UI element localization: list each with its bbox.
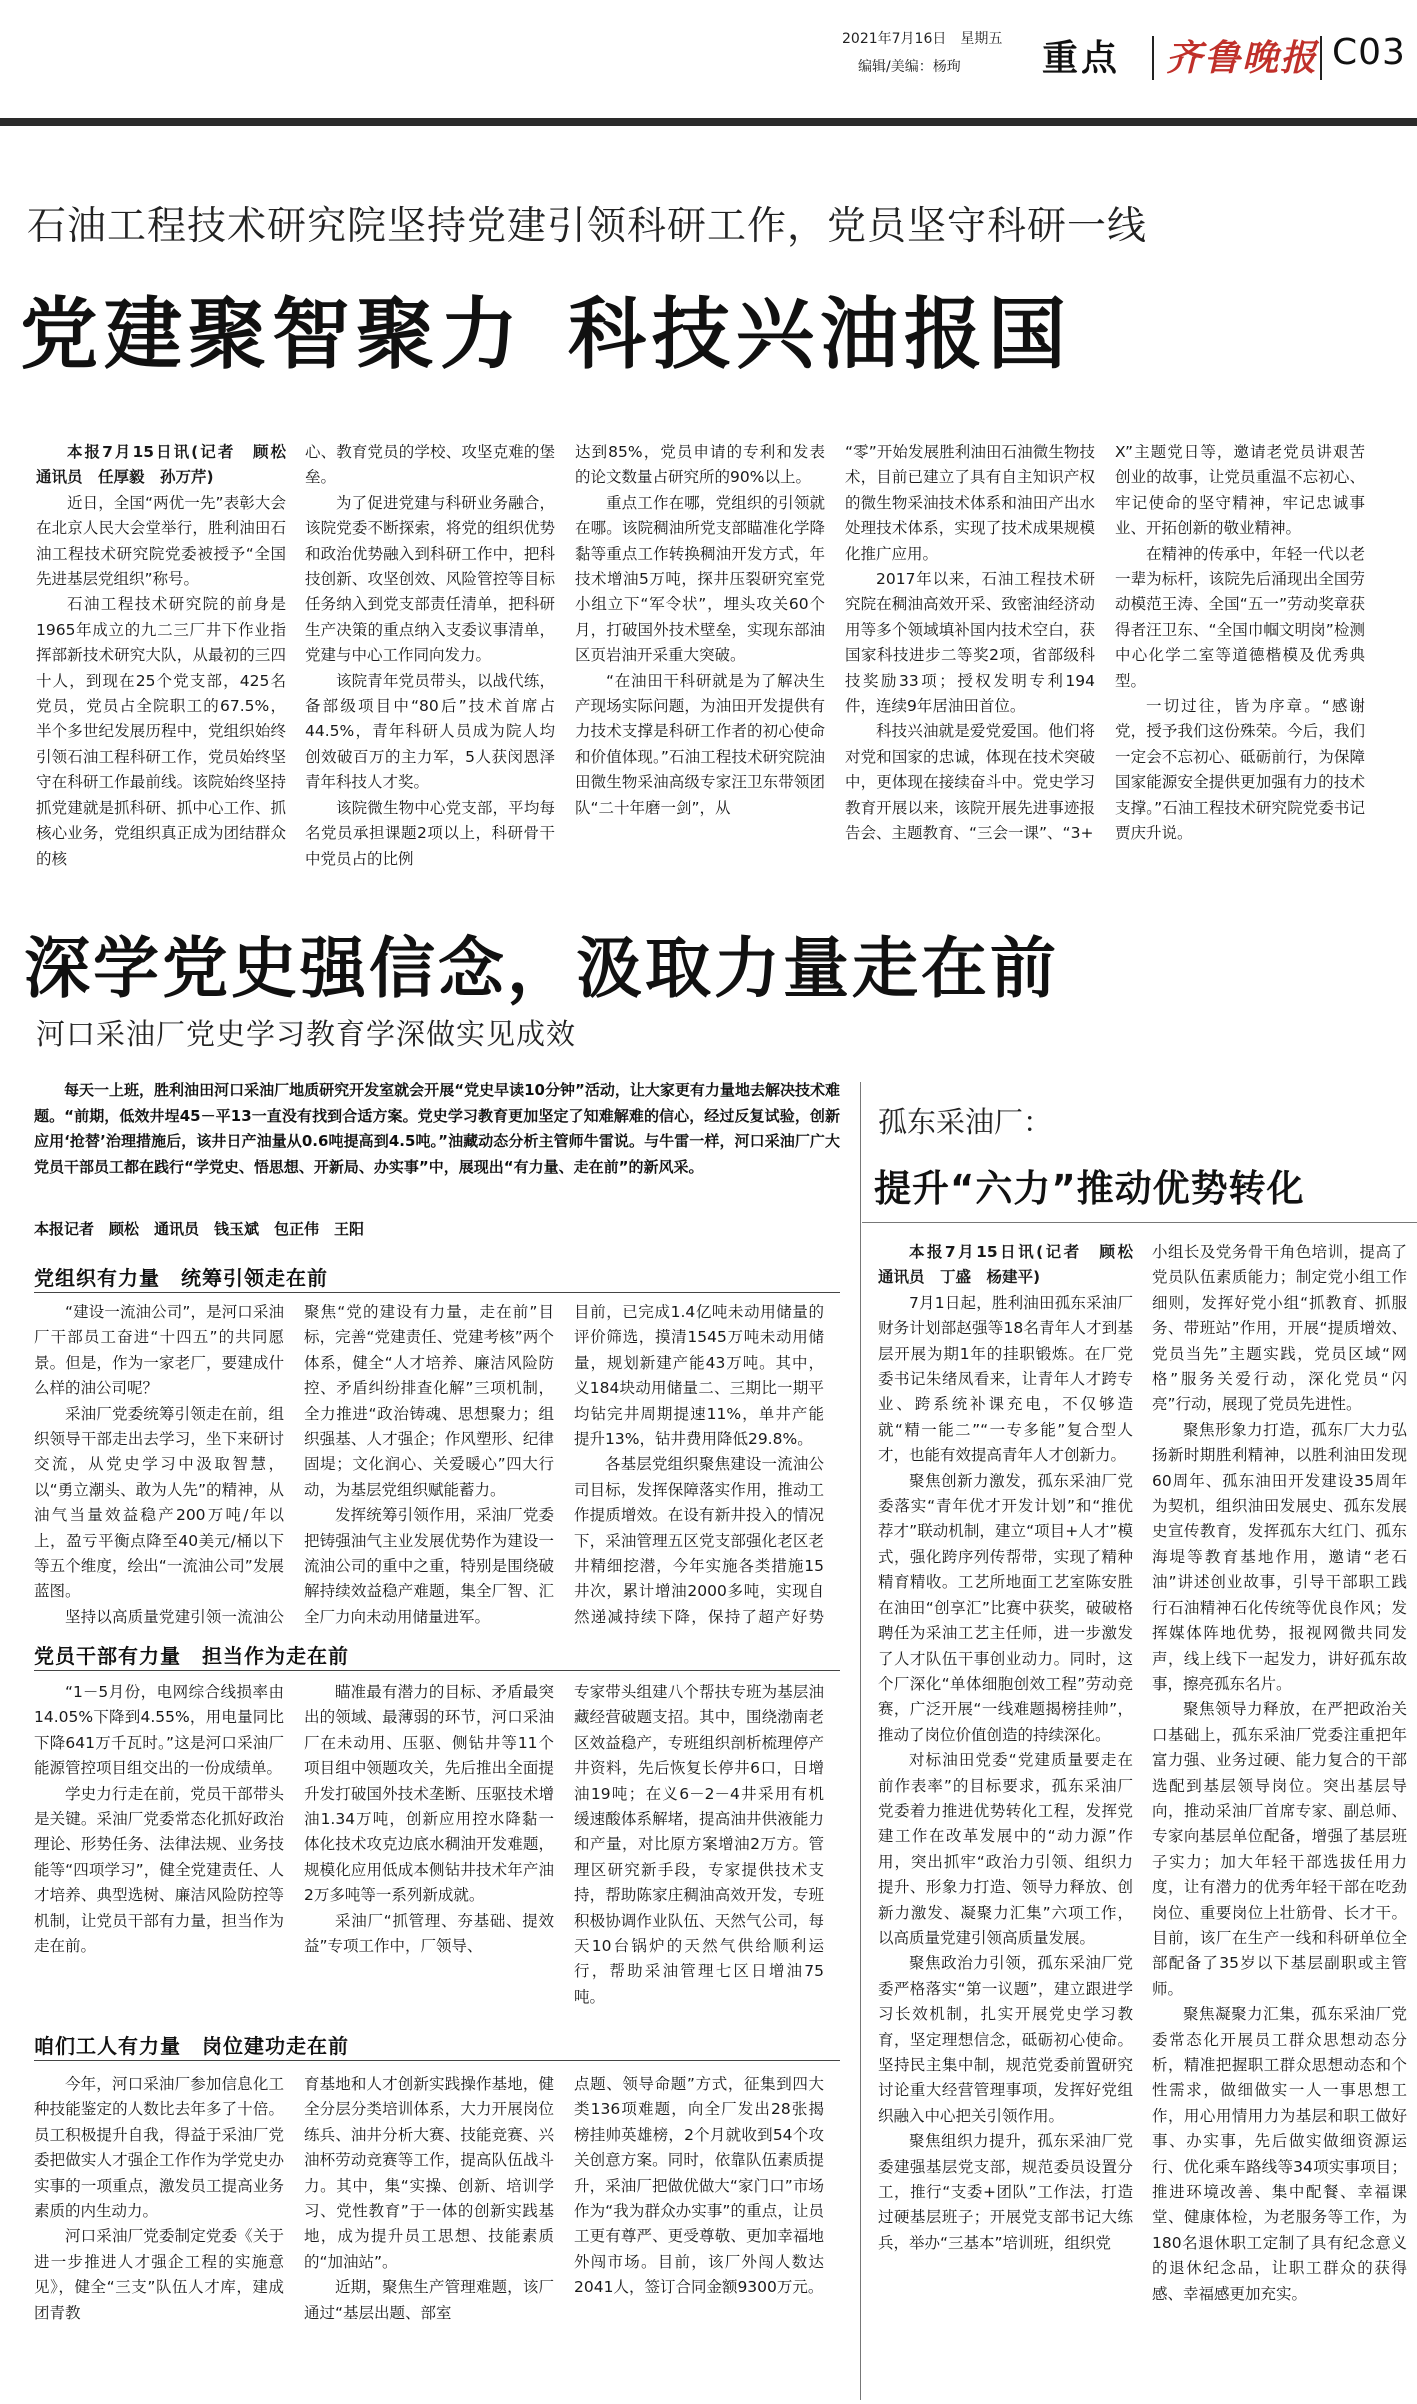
page-number: C03 bbox=[1332, 32, 1406, 73]
paragraph: 目前，已完成1.4亿吨未动用储量的评价筛选，摸清1545万吨未动用储量，规划新建产能43万吨。其中，义184块动用储量二、三期比一期平均钻完井周期提速11%，单井产能提升13%，钻井费用降低29.8%。 bbox=[574, 1303, 824, 1449]
text-column bbox=[34, 2072, 284, 2402]
paragraph: 聚焦政治力引领，孤东采油厂党委严格落实“第一议题”，建立跟进学习长效机制，扎实开展党史学习教育，坚定理想信念，砥砺初心使命。坚持民主集中制，规范党委前置研究讨论重大经营管理事项，发挥好党组织融入中心把关引领作用。 bbox=[878, 1954, 1133, 2125]
article1-subtitle: 石油工程技术研究院坚持党建引领科研工作，党员坚守科研一线 bbox=[27, 204, 1148, 249]
paragraph: 近期，聚焦生产管理难题，该厂通过“基层出题、部室 bbox=[304, 2278, 554, 2322]
article3-title: 提升“六力”推动优势转化 bbox=[874, 1167, 1305, 1210]
paragraph: 发挥统筹引领作用，采油厂党委把铸强油气主业发展优势作为建设一流油公司的重中之重，特别是围绕破解持续效益稳产难题，集全厂智、汇全厂力向未动用储量进军。 bbox=[304, 1506, 554, 1626]
paragraph: 该院微生物中心党支部，平均每名党员承担课题2项以上，科研骨干中党员占的比例 bbox=[305, 798, 555, 868]
paragraph: “零”开始发展胜利油田石油微生物技术，目前已建立了具有自主知识产权的微生物采油技术体系和油田产出水处理技术体系，实现了技术成果规模化推广应用。 bbox=[845, 443, 1095, 563]
text-column bbox=[34, 1680, 284, 2015]
text-column bbox=[34, 1300, 284, 1630]
article1-title bbox=[20, 272, 1072, 384]
text-column bbox=[574, 1680, 824, 2015]
article2-lead-text: 每天一上班，胜利油田河口采油厂地质研究开发室就会开展“党史早读10分钟”活动，让大家更有力量地去解决技术难题。“前期，低效井埕45－平13一直没有找到合适方案。党史学习教育更加坚定了知难解难的信心，经过反复试验，创新应用‘抢替’治理措施后，该井日产油量从0.6吨提高到4.5吨。”油藏动态分析主管师牛雷说。与牛雷一样，河口采油厂广大党员干部员工都在践行“学党史、悟思想、开新局、办实事”中，展现出“有力量、走在前”的新风采。 bbox=[34, 1081, 840, 1176]
paragraph: 各基层党组织聚焦建设一流油公司目标，发挥保障落实作用，推动工作提质增效。在设有新井投入的情况下，采油管理五区党支部强化老区老井精细挖潜，今年实施各类措施15井次，累计增油2000多吨，实现自然递减持续下降，保持了超产好势 bbox=[574, 1455, 824, 1626]
paragraph: 心、教育党员的学校、攻坚克难的堡垒。 bbox=[305, 443, 555, 487]
section-heading: 党员干部有力量 担当作为走在前 bbox=[34, 1644, 349, 1668]
section-rule bbox=[34, 2060, 840, 2061]
paragraph: 该院青年党员带头，以战代练，备部级项目中“80后”技术首席占44.5%，青年科研人员成为院人均创效破百万的主力军，5人获闵恩泽青年科技人才奖。 bbox=[305, 671, 555, 792]
paragraph: 石油工程技术研究院的前身是1965年成立的九二三厂井下作业指挥部新技术研究大队，从最初的三四十人，到现在25个党支部，425名党员，党员占全院职工的67.5%，半个多世纪发展历程中，党组织始终引领石油工程科研工作，党员始终坚守在科研工作最前线。该院始终坚持抓党建就是抓科研、抓中心工作、抓核心业务，党组织真正成为团结群众的核 bbox=[36, 595, 286, 868]
article2-title: 深学党史强信念，汲取力量走在前 bbox=[24, 930, 1059, 1007]
text-column bbox=[305, 440, 555, 872]
paragraph: X”主题党日等，邀请老党员讲艰苦创业的故事，让党员重温不忘初心、牢记使命的坚守精神，牢记忠诚事业、开拓创新的敬业精神。 bbox=[1115, 443, 1365, 538]
section-name: 重点 bbox=[1042, 38, 1121, 79]
paragraph: 小组长及党务骨干角色培训，提高了党员队伍素质能力；制定党小组工作细则，发挥好党小组“抓教育、抓服务、带班站”作用，开展“提质增效、党员当先”主题实践，党员区域“网格”服务关爱行动，深化党员“闪亮”行动，展现了党员先进性。 bbox=[1152, 1243, 1407, 1414]
text-column bbox=[1152, 1240, 1407, 2400]
text-column bbox=[304, 1680, 554, 2015]
newspaper-logo: 齐鲁晚报 bbox=[1166, 37, 1319, 79]
section-heading: 党组织有力量 统筹引领走在前 bbox=[34, 1266, 328, 1290]
paragraph: 近日，全国“两优一先”表彰大会在北京人民大会堂举行，胜利油田石油工程技术研究院党委被授予“全国先进基层党组织”称号。 bbox=[36, 493, 286, 589]
paragraph: “在油田干科研就是为了解决生产现场实际问题，为油田开发提供有力技术支撑是科研工作者的初心使命和价值体现。”石油工程技术研究院油田微生物采油高级专家汪卫东带领团队“二十年磨一剑”，从 bbox=[575, 671, 825, 817]
paragraph: 坚持以高质量党建引领一流油公 bbox=[65, 1607, 284, 1626]
article1-title-part1: 党建聚智聚力 bbox=[20, 290, 525, 380]
paragraph: 采油厂党委统筹引领走在前，组织领导干部走出去学习，坐下来研讨交流，从党史学习中汲取智慧，以“勇立潮头、敢为人先”的精神，从油气当量效益稳产200万吨/年以上，盈亏平衡点降至40美元/桶以下等五个维度，绘出“一流油公司”发展蓝图。 bbox=[34, 1404, 284, 1601]
paragraph: 聚焦创新力激发，孤东采油厂党委落实“青年优才开发计划”和“推优荐才”联动机制，建立“项目+人才”模式，强化跨序列传帮带，实现了精种精育精收。工艺所地面工艺室陈安胜在油田“创享汇”比赛中获奖，破破格聘任为采油工艺主任师，进一步激发了人才队伍干事创业动力。同时，这个厂深化“单体细胞创效工程”劳动竞赛，广泛开展“一线难题揭榜挂帅”，推动了岗位价值创造的持续深化。 bbox=[878, 1471, 1133, 1744]
paragraph: 一切过往，皆为序章。“感谢党，授予我们这份殊荣。今后，我们一定会不忘初心、砥砺前行，为保障国家能源安全提供更加强有力的技术支撑。”石油工程技术研究院党委书记贾庆升说。 bbox=[1115, 697, 1365, 843]
paragraph: 河口采油厂党委制定党委《关于进一步推进人才强企工程的实施意见》，健全“三支”队伍人才库，建成团青教 bbox=[34, 2227, 284, 2322]
text-column bbox=[304, 2072, 554, 2402]
paragraph: “1－5月份，电网综合线损率由14.05%下降到4.55%，用电量同比下降641万千瓦时。”这是河口采油厂能源管控项目组交出的一份成绩单。 bbox=[34, 1683, 284, 1778]
paragraph: 育基地和人才创新实践操作基地，健全分层分类培训体系，大力开展岗位练兵、油井分析大赛、技能竞赛、兴油杯劳动竞赛等工作，提高队伍战斗力。其中，集“实操、创新、培训学习、党性教育”于一体的创新实践基地，成为提升员工思想、技能素质的“加油站”。 bbox=[304, 2075, 554, 2271]
editor-credit: 编辑/美编：杨珣 bbox=[858, 59, 961, 75]
paragraph: 聚焦领导力释放，在严把政治关口基础上，孤东采油厂党委注重把年富力强、业务过硬、能力复合的干部选配到基层领导岗位。突出基层导向，推动采油厂首席专家、副总师、专家向基层单位配备，增强了基层班子实力；加大年轻干部选拔任用力度，让有潜力的优秀年轻干部在吃劲岗位、重要岗位上壮筋骨、长才干。目前，该厂在生产一线和科研单位全部配备了35岁以下基层副职或主管师。 bbox=[1152, 1700, 1407, 1998]
dateline: 本报7月15日讯(记者 顾松 通讯员 丁盛 杨建平) bbox=[878, 1243, 1133, 1287]
paragraph: 在精神的传承中，年轻一代以老一辈为标杆，该院先后涌现出全国劳动模范王涛、全国“五一”劳动奖章获得者汪卫东、“全国巾帼文明岗”检测中心化学二室等道德楷模及优秀典型。 bbox=[1115, 544, 1365, 690]
paragraph: 学史力行走在前，党员干部带头是关键。采油厂党委常态化抓好政治理论、形势任务、法律法规、业务技能等“四项学习”，健全党建责任、人才培养、典型选树、廉洁风险防控等机制，让党员干部有力量，担当作为走在前。 bbox=[34, 1784, 284, 1956]
paragraph: 2017年以来，石油工程技术研究院在稠油高效开采、致密油经济动用等多个领域填补国内技术空白，获国家科技进步二等奖2项，省部级科技奖励33项；授权发明专利194件，连续9年居油田首位。 bbox=[845, 570, 1095, 716]
paragraph: “建设一流油公司”，是河口采油厂干部员工奋进“十四五”的共同愿景。但是，作为一家老厂，要建成什么样的油公司呢？ bbox=[34, 1303, 284, 1398]
paragraph: 专家带头组建八个帮扶专班为基层油藏经营破题支招。其中，围绕渤南老区效益稳产，专班组织剖析梳理停产井资料，先后恢复长停井6口，日增油19吨；在义6－2－4井采用有机缓速酸体系解堵，提高油井供液能力和产量，对比原方案增油2万方。管理区研究新手段，专家提供技术支持，帮助陈家庄稠油高效开发，专班积极协调作业队伍、天然气公司，每天10台锅炉的天然气供给顺利运行，帮助采油管理七区日增油75吨。 bbox=[574, 1683, 824, 2006]
article3-kicker: 孤东采油厂： bbox=[878, 1105, 1053, 1139]
header-divider bbox=[1152, 36, 1154, 80]
text-column bbox=[574, 2072, 824, 2402]
text-column bbox=[1115, 440, 1365, 872]
paragraph: 对标油田党委“党建质量要走在前作表率”的目标要求，孤东采油厂党委着力推进优势转化工程，发挥党建工作在改革发展中的“动力源”作用，突出抓牢“政治力引领、组织力提升、形象力打造、领导力释放、创新力激发、凝聚力汇集”六项工作，以高质量党建引领高质量发展。 bbox=[878, 1751, 1133, 1947]
section-heading: 咱们工人有力量 岗位建功走在前 bbox=[34, 2034, 349, 2058]
issue-date: 2021年7月16日 星期五 bbox=[842, 31, 1003, 47]
paragraph: 聚焦“党的建设有力量，走在前”目标，完善“党建责任、党建考核”两个体系，健全“人才培养、廉洁风险防控、矛盾纠纷排查化解”三项机制，全力推进“政治铸魂、思想聚力；组织强基、人才强企；作风塑形、纪律固堤；文化润心、关爱暖心”四大行动，为基层党组织赋能蓄力。 bbox=[304, 1303, 554, 1499]
paragraph: 聚焦凝聚力汇集，孤东采油厂党委常态化开展员工群众思想动态分析，精准把握职工群众思想动态和个性需求，做细做实一人一事思想工作，用心用情用力为基层和职工做好事、办实事，先后做实做细资源运行、优化乘车路线等34项实事项目；推进环境改善、集中配餐、幸福课堂、健康体检，为老服务等工作，为180名退休职工定制了具有纪念意义的退休纪念品，让职工群众的获得感、幸福感更加充实。 bbox=[1152, 2005, 1407, 2303]
text-column bbox=[574, 1300, 824, 1630]
text-column bbox=[575, 440, 825, 872]
paragraph: 7月1日起，胜利油田孤东采油厂财务计划部赵强等18名青年人才到基层开展为期1年的挂职锻炼。在厂党委书记朱绪凤看来，让青年人才跨专业、跨系统补课充电，不仅够造就“精一能二”“一专多能”复合型人才，也能有效提高青年人才创新力。 bbox=[878, 1293, 1133, 1465]
section-rule bbox=[34, 1292, 840, 1293]
paragraph: 为了促进党建与科研业务融合，该院党委不断探索，将党的组织优势和政治优势融入到科研工作中，把科技创新、攻坚创效、风险管控等目标任务纳入到党支部责任清单，把科研生产决策的重点纳入支委议事清单，党建与中心工作同向发力。 bbox=[305, 493, 555, 665]
header-divider bbox=[1320, 36, 1322, 80]
section-rule bbox=[34, 1670, 840, 1671]
paragraph: 聚焦组织力提升，孤东采油厂党委建强基层党支部，规范委员设置分工，推行“支委+团队”工作法，打造过硬基层班子；开展党支部书记大练兵，举办“三基本”培训班，组织党 bbox=[878, 2132, 1133, 2252]
paragraph: 今年，河口采油厂参加信息化工种技能鉴定的人数比去年多了十倍。员工积极提升自我，得益于采油厂党委把做实人才强企工作作为学党史办实事的一项重点，激发员工提高业务素质的内生动力。 bbox=[34, 2075, 284, 2221]
article2-subtitle: 河口采油厂党史学习教育学深做实见成效 bbox=[36, 1017, 577, 1051]
text-column bbox=[845, 440, 1095, 872]
paragraph: 采油厂“抓管理、夯基础、提效益”专项工作中，厂领导、 bbox=[304, 1911, 554, 1956]
paragraph: 达到85%，党员申请的专利和发表的论文数量占研究所的90%以上。 bbox=[575, 443, 825, 487]
article2-lead bbox=[34, 1078, 840, 1180]
column-divider bbox=[860, 1082, 861, 2400]
article1-title-part2: 科技兴油报国 bbox=[568, 290, 1073, 380]
article2-byline: 本报记者 顾松 通讯员 钱玉斌 包正伟 王阳 bbox=[34, 1220, 365, 1238]
paragraph: 重点工作在哪，党组织的引领就在哪。该院稠油所党支部瞄准化学降黏等重点工作转换稠油开发方式，年技术增油5万吨，探井压裂研究室党小组立下“军令状”，埋头攻关60个月，打破国外技术壁垒，实现东部油区页岩油开采重大突破。 bbox=[575, 493, 825, 665]
dateline: 本报7月15日讯(记者 顾松 通讯员 任厚毅 孙万芹) bbox=[36, 443, 286, 487]
paragraph: 瞄准最有潜力的目标、矛盾最突出的领域、最薄弱的环节，河口采油厂在未动用、压驱、侧钻井等11个项目组中领题攻关，先后推出全面提升发打破国外技术垄断、压驱技术增油1.34万吨，创新应用控水降黏一体化技术攻克边底水稠油开发难题，规模化应用低成本侧钻井技术年产油2万多吨等一系列新成就。 bbox=[304, 1683, 554, 1905]
header-rule bbox=[0, 118, 1417, 126]
text-column bbox=[878, 1240, 1133, 2400]
paragraph: 科技兴油就是爱党爱国。他们将对党和国家的忠诚，体现在技术突破中，更体现在接续奋斗中。党史学习教育开展以来，该院开展先进事迹报告会、主题教育、“三会一课”、“3+ bbox=[845, 722, 1095, 843]
paragraph: 聚焦形象力打造，孤东厂大力弘扬新时期胜利精神，以胜利油田发现60周年、孤东油田开发建设35周年为契机，组织油田发展史、孤东发展史宣传教育，发挥孤东大红门、孤东海堤等教育基地作用，邀请“老石油”讲述创业故事，引导干部职工践行石油精神石化传统等优良作风；发挥媒体阵地优势，报视网微共同发声，线上线下一起发力，讲好孤东故事，擦亮孤东名片。 bbox=[1152, 1420, 1407, 1693]
paragraph: 点题、领导命题”方式，征集到四大类136项难题，向全厂发出28张揭榜挂帅英雄榜，2个月就收到54个攻关创意方案。同时，依靠队伍素质提升，采油厂把做优做大“家门口”市场作为“我为群众办实事”的重点，让员工更有尊严、更受尊敬、更加幸福地外闯市场。目前，该厂外闯人数达2041人，签订合同金额9300万元。 bbox=[574, 2075, 824, 2297]
text-column bbox=[304, 1300, 554, 1630]
text-column bbox=[36, 440, 286, 872]
article3-title-rule bbox=[862, 1222, 1417, 1223]
